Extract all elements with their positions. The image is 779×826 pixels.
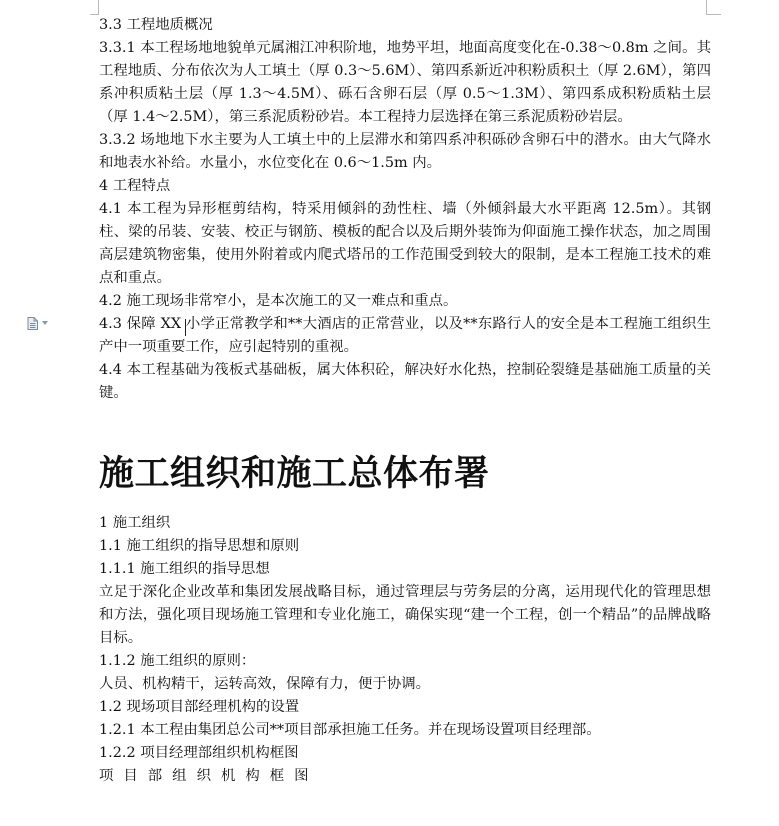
document-body[interactable] — [99, 14, 711, 788]
section-1-1-title: 1.1 施工组织的指导思想和原则 — [99, 538, 300, 554]
paragraph-4-4: 4.4 本工程基础为筏板式基础板，属大体积砼，解决好水化热，控制砼裂缝是基础施工质量的关键。 — [99, 362, 711, 401]
paragraph-4-1: 4.1 本工程为异形框剪结构，特采用倾斜的劲性柱、墙（外倾斜最大水平距离 12.5m）。其钢柱、梁的吊装、安装、校正与钢筋、模板的配合以及后期外装饰为仰面施工操作状态，加之周围高层建筑物密集，使用外附着或内爬式塔吊的工作范围受到较大的限制，是本工程施工技术的难点和重点。 — [99, 201, 711, 286]
section-1-1-2-title: 1.1.2 施工组织的原则： — [99, 653, 256, 669]
document-icon — [27, 317, 38, 330]
paragraph-4-2: 4.2 施工现场非常窄小，是本次施工的又一难点和重点。 — [99, 293, 458, 309]
paragraph-3-3-2: 3.3.2 场地地下水主要为人工填土中的上层滞水和第四系冲积砾砂含卵石中的潜水。由大气降水和地表水补给。水量小，水位变化在 0.6～1.5m 内。 — [99, 132, 711, 171]
page-corner-mark-right — [706, 0, 721, 15]
chapter-heading: 施工组织和施工总体布署 — [99, 453, 490, 494]
dropdown-arrow-icon — [42, 321, 48, 325]
paragraph-principles: 人员、机构精干，运转高效，保障有力，便于协调。 — [99, 676, 430, 692]
paragraph-guiding-idea: 立足于深化企业改革和集团发展战略目标，通过管理层与劳务层的分离，运用现代化的管理思想和方法，强化项目现场施工管理和专业化施工，确保实现“建一个工程，创一个精品”的品牌战略目标。 — [99, 584, 711, 646]
paragraph-1-2-1: 1.2.1 本工程由集团总公司**项目部承担施工任务。并在现场设置项目经理部。 — [99, 722, 601, 738]
section-3-3-title: 3.3 工程地质概况 — [99, 17, 213, 33]
section-4-title: 4 工程特点 — [99, 178, 171, 194]
paragraph-4-3: 4.3 保障 XX 小学正常教学和**大酒店的正常营业，以及**东路行人的安全是本工程施工组织生产中一项重要工作，应引起特别的重视。 — [99, 316, 711, 355]
section-1-2-title: 1.2 现场项目部经理机构的设置 — [99, 699, 300, 715]
section-1-2-2-title: 1.2.2 项目经理部组织机构框图 — [99, 745, 299, 761]
section-1-1-1-title: 1.1.1 施工组织的指导思想 — [99, 561, 270, 577]
paragraph-options-marker[interactable] — [27, 316, 53, 330]
section-1-title: 1 施工组织 — [99, 515, 171, 531]
paragraph-3-3-1: 3.3.1 本工程场地地貌单元属湘江冲积阶地，地势平坦，地面高度变化在-0.38～0.8m 之间。其工程地质、分布依次为人工填土（厚 0.3～5.6M）、第四系新近冲积粉质积土（厚 2.6M），第四系冲积质粘土层（厚 1.3～4.5M）、砾石含卵石层（厚 0.5～1.3M）、第四系成积粉质粘土层（厚 1.4～2.5M），第三系泥质粉砂岩。本工程持力层选择在第三系泥质粉砂岩层。 — [99, 40, 711, 125]
page-corner-mark-left — [90, 0, 99, 15]
org-chart-caption: 项目部组织机构框图 — [99, 768, 319, 784]
